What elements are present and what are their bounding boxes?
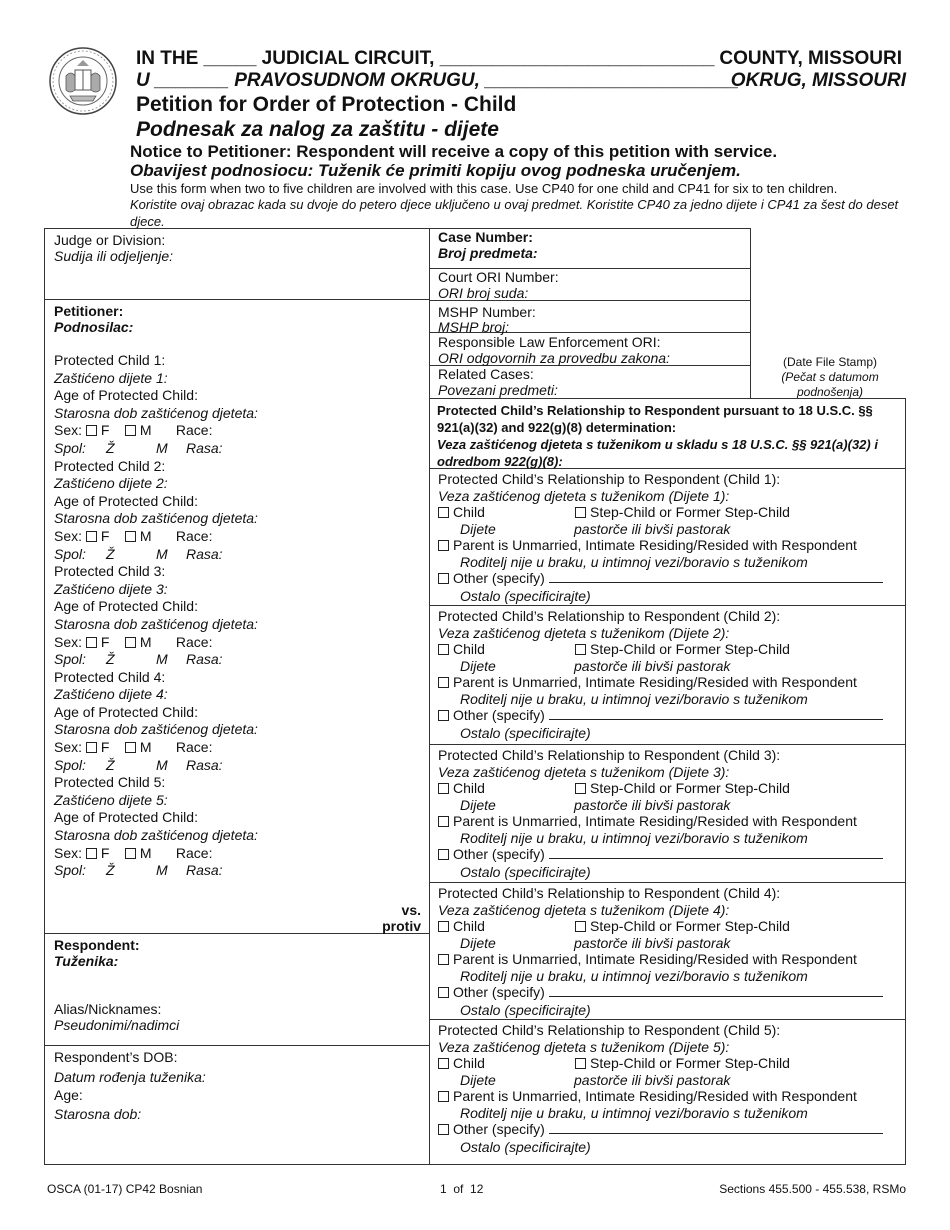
relationship-section xyxy=(438,885,900,1020)
race-label-bs: Rasa: xyxy=(186,756,223,773)
protected-child-label-en: Protected Child 4: xyxy=(54,668,166,685)
parent-checkbox[interactable] xyxy=(438,816,449,827)
sex-m-label: M xyxy=(139,844,152,861)
child-option-label: Child xyxy=(453,780,485,796)
sex-male-checkbox[interactable] xyxy=(125,637,136,648)
other-option-label: Other (specify) xyxy=(453,1121,545,1137)
sex-race-row-bs xyxy=(54,440,414,458)
other-option-label-bs: Ostalo (specificirajte) xyxy=(460,1138,591,1155)
race-label: Race: xyxy=(175,527,213,544)
protected-child-label-bs: Zaštićeno dijete 5: xyxy=(54,791,168,808)
page-title-bs: Podnesak za nalog za zaštitu - dijete xyxy=(136,118,499,141)
court-ori-label-en: Court ORI Number: xyxy=(438,269,559,285)
child-option-label: Child xyxy=(453,1055,485,1071)
sex-label: Sex: xyxy=(54,527,83,544)
race-label-bs: Rasa: xyxy=(186,439,223,456)
relationship-section xyxy=(438,608,900,743)
notice-en: Notice to Petitioner: Respondent will receive a copy of this petition with service. xyxy=(130,142,778,161)
resp-age-label-en: Age: xyxy=(54,1087,83,1103)
race-label-bs: Rasa: xyxy=(186,862,223,879)
parent-option-label: Parent is Unmarried, Intimate Residing/Resided with Respondent xyxy=(453,1088,857,1104)
page-title-en: Petition for Order of Protection - Child xyxy=(136,93,517,116)
other-checkbox[interactable] xyxy=(438,1124,449,1135)
child-checkbox[interactable] xyxy=(438,507,449,518)
instructions-en: Use this form when two to five children are involved with this case. Use CP40 for one child and CP41 for six to ten children. xyxy=(130,181,838,196)
circuit-line-bs: U _______ PRAVOSUDNOM OKRUGU, ________________________ xyxy=(136,70,739,91)
child-option-label: Child xyxy=(453,504,485,520)
child-option-label: Child xyxy=(453,641,485,657)
sex-male-checkbox[interactable] xyxy=(125,425,136,436)
law-enforcement-ori-label-en: Responsible Law Enforcement ORI: xyxy=(438,334,661,350)
protected-child-label-en: Protected Child 1: xyxy=(54,352,166,368)
protected-child-label-en: Protected Child 3: xyxy=(54,563,166,580)
child-step-row-bs xyxy=(438,797,900,814)
sex-f-label-bs: Ž xyxy=(106,756,115,773)
sex-f-label: F xyxy=(100,739,110,756)
other-specify-field[interactable] xyxy=(549,846,883,859)
age-label-en: Age of Protected Child: xyxy=(54,598,198,615)
race-label: Race: xyxy=(175,844,213,861)
step-child-option-label: Step-Child or Former Step-Child xyxy=(590,504,790,520)
parent-option-label: Parent is Unmarried, Intimate Residing/Resided with Respondent xyxy=(453,951,857,967)
sex-m-label-bs: M xyxy=(156,862,168,879)
other-row xyxy=(438,846,900,863)
mshp-label-en: MSHP Number: xyxy=(438,304,536,320)
sex-f-label-bs: Ž xyxy=(106,545,115,562)
petitioner-label-bs: Podnosilac: xyxy=(54,319,134,335)
step-child-option-label-bs: pastorče ili bivši pastorak xyxy=(574,1071,731,1088)
protected-child-block xyxy=(54,563,414,669)
case-number-label-bs: Broj predmeta: xyxy=(438,245,538,261)
step-child-option-label: Step-Child or Former Step-Child xyxy=(590,918,790,934)
child-option-label-bs: Dijete xyxy=(460,934,496,951)
step-child-checkbox[interactable] xyxy=(575,1058,586,1069)
vs-label-bs: protiv xyxy=(382,918,421,934)
child-step-row-bs xyxy=(438,521,900,538)
child-step-row xyxy=(438,504,900,521)
relationship-section xyxy=(438,1022,900,1157)
sex-male-checkbox[interactable] xyxy=(125,742,136,753)
protected-children-list xyxy=(54,352,414,880)
mshp-label-bs: MSHP broj: xyxy=(438,319,510,335)
other-specify-field[interactable] xyxy=(549,707,883,720)
step-child-option-label-bs: pastorče ili bivši pastorak xyxy=(574,657,731,674)
section-title-bs: Veza zaštićenog djeteta s tuženikom (Dijete 1): xyxy=(438,487,730,504)
age-label-en: Age of Protected Child: xyxy=(54,809,198,826)
other-row xyxy=(438,570,900,587)
age-label-bs: Starosna dob zaštićenog djeteta: xyxy=(54,404,258,421)
child-option-label: Child xyxy=(453,918,485,934)
section-title-en: Protected Child’s Relationship to Respondent (Child 3): xyxy=(438,747,781,763)
case-number-label-en: Case Number: xyxy=(438,229,533,245)
section-title-en: Protected Child’s Relationship to Respondent (Child 4): xyxy=(438,885,781,901)
parent-option-label: Parent is Unmarried, Intimate Residing/Resided with Respondent xyxy=(453,674,857,690)
respondent-label-en: Respondent: xyxy=(54,937,140,953)
child-step-row xyxy=(438,1055,900,1072)
section-title-bs: Veza zaštićenog djeteta s tuženikom (Dijete 5): xyxy=(438,1038,730,1055)
sex-m-label: M xyxy=(139,739,152,756)
date-file-stamp-en: (Date File Stamp) xyxy=(782,355,878,369)
sex-m-label-bs: M xyxy=(156,439,168,456)
respondent-label-bs: Tuženika: xyxy=(54,953,119,969)
sex-race-row-bs xyxy=(54,651,414,669)
county-label-en: COUNTY, MISSOURI xyxy=(719,48,902,69)
sex-race-row xyxy=(54,634,414,652)
protected-child-block xyxy=(54,774,414,880)
step-child-checkbox[interactable] xyxy=(575,783,586,794)
step-child-option-label: Step-Child or Former Step-Child xyxy=(590,641,790,657)
parent-row xyxy=(438,537,900,554)
child-option-label-bs: Dijete xyxy=(460,657,496,674)
judge-label-en: Judge or Division: xyxy=(54,232,166,248)
sex-label-bs: Spol: xyxy=(54,651,86,668)
other-specify-field[interactable] xyxy=(549,570,883,583)
date-file-stamp-bs: (Pečat s datumom podnošenja) xyxy=(781,370,879,399)
other-row xyxy=(438,1121,900,1138)
protected-child-block xyxy=(54,669,414,775)
parent-row xyxy=(438,951,900,968)
step-child-option-label: Step-Child or Former Step-Child xyxy=(590,1055,790,1071)
sex-race-row xyxy=(54,739,414,757)
footer-page-number: 1 of 12 xyxy=(440,1182,484,1196)
parent-row xyxy=(438,1088,900,1105)
circuit-line-en: IN THE _____ JUDICIAL CIRCUIT, __________________________ xyxy=(136,48,715,69)
sex-m-label: M xyxy=(139,422,152,439)
relationship-title-bs: Veza zaštićenog djeteta s tuženikom u skladu s 18 U.S.C. §§ 921(a)(32) i odredbom 922(g)(8): xyxy=(437,437,878,469)
parent-checkbox[interactable] xyxy=(438,1091,449,1102)
parent-checkbox[interactable] xyxy=(438,540,449,551)
race-label: Race: xyxy=(175,739,213,756)
child-checkbox[interactable] xyxy=(438,1058,449,1069)
section-title-en: Protected Child’s Relationship to Respondent (Child 1): xyxy=(438,471,781,487)
other-checkbox[interactable] xyxy=(438,849,449,860)
protected-child-block xyxy=(54,458,414,564)
section-title-bs: Veza zaštićenog djeteta s tuženikom (Dijete 3): xyxy=(438,763,730,780)
court-ori-label-bs: ORI broj suda: xyxy=(438,285,529,301)
protected-child-label-bs: Zaštićeno dijete 2: xyxy=(54,475,168,492)
other-option-label-bs: Ostalo (specificirajte) xyxy=(460,587,591,604)
child-checkbox[interactable] xyxy=(438,644,449,655)
alias-label-en: Alias/Nicknames: xyxy=(54,1001,162,1017)
parent-option-label-bs: Roditelj nije u braku, u intimnoj vezi/boravio s tuženikom xyxy=(460,967,808,984)
child-option-label-bs: Dijete xyxy=(460,1071,496,1088)
dob-label-bs: Datum rođenja tuženika: xyxy=(54,1069,206,1085)
step-child-option-label-bs: pastorče ili bivši pastorak xyxy=(574,796,731,813)
sex-f-label-bs: Ž xyxy=(106,439,115,456)
parent-option-label: Parent is Unmarried, Intimate Residing/Resided with Respondent xyxy=(453,537,857,553)
parent-option-label: Parent is Unmarried, Intimate Residing/Resided with Respondent xyxy=(453,813,857,829)
sex-male-checkbox[interactable] xyxy=(125,848,136,859)
protected-child-block xyxy=(54,352,414,458)
other-row xyxy=(438,984,900,1001)
other-option-label-bs: Ostalo (specificirajte) xyxy=(460,724,591,741)
sex-m-label-bs: M xyxy=(156,756,168,773)
parent-row xyxy=(438,674,900,691)
sex-label: Sex: xyxy=(54,844,83,861)
race-label-bs: Rasa: xyxy=(186,651,223,668)
other-option-label-bs: Ostalo (specificirajte) xyxy=(460,1001,591,1018)
sex-f-label-bs: Ž xyxy=(106,862,115,879)
sex-female-checkbox[interactable] xyxy=(86,531,97,542)
sex-f-label-bs: Ž xyxy=(106,651,115,668)
race-label: Race: xyxy=(175,633,213,650)
other-option-label-bs: Ostalo (specificirajte) xyxy=(460,863,591,880)
other-checkbox[interactable] xyxy=(438,573,449,584)
child-option-label-bs: Dijete xyxy=(460,520,496,537)
protected-child-label-en: Protected Child 2: xyxy=(54,457,166,474)
step-child-option-label: Step-Child or Former Step-Child xyxy=(590,780,790,796)
sex-f-label: F xyxy=(100,633,110,650)
protected-child-label-bs: Zaštićeno dijete 4: xyxy=(54,686,168,703)
child-option-label-bs: Dijete xyxy=(460,796,496,813)
sex-female-checkbox[interactable] xyxy=(86,742,97,753)
sex-race-row-bs xyxy=(54,862,414,880)
other-option-label: Other (specify) xyxy=(453,707,545,723)
sex-race-row xyxy=(54,422,414,440)
parent-option-label-bs: Roditelj nije u braku, u intimnoj vezi/boravio s tuženikom xyxy=(460,553,808,570)
section-title-bs: Veza zaštićenog djeteta s tuženikom (Dijete 4): xyxy=(438,901,730,918)
section-title-en: Protected Child’s Relationship to Respondent (Child 2): xyxy=(438,608,781,624)
other-checkbox[interactable] xyxy=(438,987,449,998)
resp-age-label-bs: Starosna dob: xyxy=(54,1106,142,1122)
parent-option-label-bs: Roditelj nije u braku, u intimnoj vezi/boravio s tuženikom xyxy=(460,1104,808,1121)
petitioner-label-en: Petitioner: xyxy=(54,303,124,319)
sex-female-checkbox[interactable] xyxy=(86,637,97,648)
vs-label-en: vs. xyxy=(401,902,421,918)
section-title-en: Protected Child’s Relationship to Respondent (Child 5): xyxy=(438,1022,781,1038)
age-label-bs: Starosna dob zaštićenog djeteta: xyxy=(54,827,258,844)
instructions-bs: Koristite ovaj obrazac kada su dvoje do petero djece uključeno u ovaj predmet. Koristite CP40 za jedno dijete i CP41 za šest do deset djece. xyxy=(130,197,899,229)
other-checkbox[interactable] xyxy=(438,710,449,721)
sex-female-checkbox[interactable] xyxy=(86,848,97,859)
age-label-bs: Starosna dob zaštićenog djeteta: xyxy=(54,510,258,527)
sex-race-row xyxy=(54,528,414,546)
sex-label-bs: Spol: xyxy=(54,545,86,562)
sex-male-checkbox[interactable] xyxy=(125,531,136,542)
age-label-bs: Starosna dob zaštićenog djeteta: xyxy=(54,721,258,738)
child-step-row xyxy=(438,918,900,935)
race-label-bs: Rasa: xyxy=(186,545,223,562)
related-cases-label-en: Related Cases: xyxy=(438,366,534,382)
sex-race-row-bs xyxy=(54,546,414,564)
footer-form-id: OSCA (01-17) CP42 Bosnian xyxy=(47,1182,203,1196)
law-enforcement-ori-label-bs: ORI odgovornih za provedbu zakona: xyxy=(438,350,670,366)
protected-child-label-bs: Zaštićeno dijete 1: xyxy=(54,369,168,386)
child-step-row-bs xyxy=(438,935,900,952)
age-label-en: Age of Protected Child: xyxy=(54,387,198,404)
child-checkbox[interactable] xyxy=(438,921,449,932)
sex-label: Sex: xyxy=(54,739,83,756)
other-specify-field[interactable] xyxy=(549,984,883,997)
child-step-row xyxy=(438,641,900,658)
other-option-label: Other (specify) xyxy=(453,984,545,1000)
judge-label-bs: Sudija ili odjeljenje: xyxy=(54,248,174,264)
step-child-option-label-bs: pastorče ili bivši pastorak xyxy=(574,520,731,537)
relationship-section xyxy=(438,747,900,882)
child-step-row-bs xyxy=(438,658,900,675)
sex-m-label-bs: M xyxy=(156,545,168,562)
relationship-title-en: Protected Child’s Relationship to Respondent pursuant to 18 U.S.C. §§ 921(a)(32) and 922(g)(8) determination: xyxy=(437,403,873,435)
protected-child-label-bs: Zaštićeno dijete 3: xyxy=(54,580,168,597)
sex-label-bs: Spol: xyxy=(54,862,86,879)
child-step-row-bs xyxy=(438,1072,900,1089)
other-option-label: Other (specify) xyxy=(453,570,545,586)
notice-bs: Obavijest podnosiocu: Tuženik će primiti kopiju ovog podneska uručenjem. xyxy=(130,161,741,180)
sex-female-checkbox[interactable] xyxy=(86,425,97,436)
step-child-checkbox[interactable] xyxy=(575,507,586,518)
protected-child-label-en: Protected Child 5: xyxy=(54,774,166,791)
child-step-row xyxy=(438,780,900,797)
section-title-bs: Veza zaštićenog djeteta s tuženikom (Dijete 2): xyxy=(438,624,730,641)
sex-label: Sex: xyxy=(54,422,83,439)
sex-m-label-bs: M xyxy=(156,651,168,668)
related-cases-label-bs: Povezani predmeti: xyxy=(438,382,558,398)
other-option-label: Other (specify) xyxy=(453,846,545,862)
sex-label-bs: Spol: xyxy=(54,439,86,456)
parent-row xyxy=(438,813,900,830)
parent-option-label-bs: Roditelj nije u braku, u intimnoj vezi/boravio s tuženikom xyxy=(460,690,808,707)
sex-label: Sex: xyxy=(54,633,83,650)
child-checkbox[interactable] xyxy=(438,783,449,794)
step-child-checkbox[interactable] xyxy=(575,921,586,932)
dob-label-en: Respondent’s DOB: xyxy=(54,1049,178,1065)
other-specify-field[interactable] xyxy=(549,1121,883,1134)
race-label: Race: xyxy=(175,422,213,439)
parent-checkbox[interactable] xyxy=(438,954,449,965)
state-seal xyxy=(48,46,118,116)
sex-label-bs: Spol: xyxy=(54,756,86,773)
sex-f-label: F xyxy=(100,844,110,861)
parent-option-label-bs: Roditelj nije u braku, u intimnoj vezi/boravio s tuženikom xyxy=(460,829,808,846)
relationship-section xyxy=(438,471,900,606)
county-label-bs: OKRUG, MISSOURI xyxy=(730,70,906,91)
age-label-en: Age of Protected Child: xyxy=(54,492,198,509)
sex-f-label: F xyxy=(100,527,110,544)
parent-checkbox[interactable] xyxy=(438,677,449,688)
sex-m-label: M xyxy=(139,633,152,650)
age-label-en: Age of Protected Child: xyxy=(54,703,198,720)
age-label-bs: Starosna dob zaštićenog djeteta: xyxy=(54,615,258,632)
step-child-checkbox[interactable] xyxy=(575,644,586,655)
step-child-option-label-bs: pastorče ili bivši pastorak xyxy=(574,934,731,951)
sex-f-label: F xyxy=(100,422,110,439)
other-row xyxy=(438,707,900,724)
sex-m-label: M xyxy=(139,527,152,544)
footer-statute: Sections 455.500 - 455.538, RSMo xyxy=(719,1182,906,1196)
alias-label-bs: Pseudonimi/nadimci xyxy=(54,1017,180,1033)
sex-race-row xyxy=(54,845,414,863)
sex-race-row-bs xyxy=(54,757,414,775)
